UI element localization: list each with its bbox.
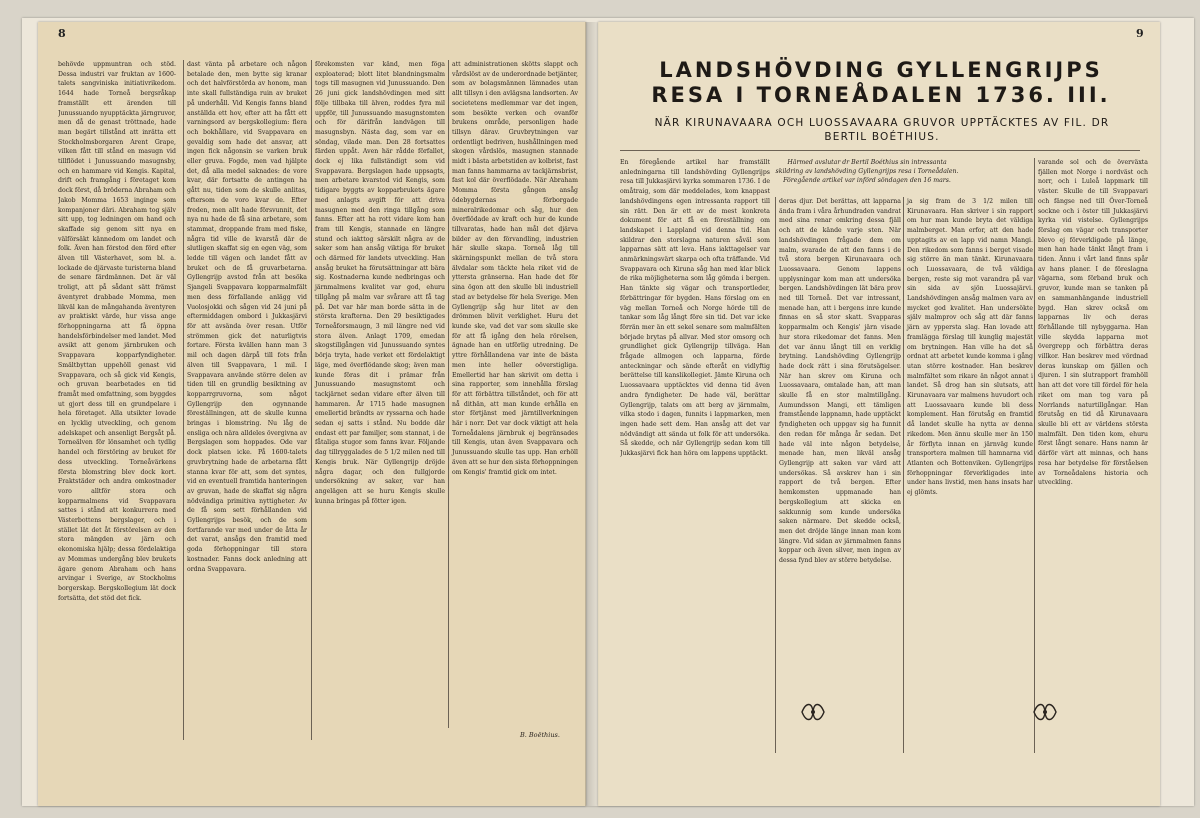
article-column-7: [903, 197, 1033, 753]
article-column-8: [1034, 158, 1148, 753]
subheadline: [622, 116, 1142, 144]
article-column-4: [448, 60, 578, 728]
headline-line-1: LANDSHÖVDING GYLLENGRIJPS: [659, 58, 1103, 82]
article-column-1: [58, 60, 176, 740]
subheadline-line-1: NÄR KIRUNAVAARA OCH LUOSSAVAARA GRUVOR UPPTÄCKTES AV FIL. DR: [654, 117, 1110, 129]
column-text: behövde uppmuntran och stöd. Dessa industri var fruktan av 1600-talets sangviniska initiativrikedom. 1644 hade Torneå bergsråkap framställt ett ärenden till Junussuando nyupptäckta järngruvor, men då de genast tröttnade, hade man begärt tillstånd att inrätta ett Stockholmsborgaren Arent Grape, vilken fått till stånd en masugn vid tillflödet i Junussuando masugnsby, och en hammare vid Kengis. Kapital, drift och framgång i företaget kom dock först, då bröderna Abraham och Jakob Momma 1653 inginge som kompanjoner däri. Abraham tog själv sitt upp, tog ledningen om hand och skaffade sig genom sitt nya en välförsäkt kännedom om landet och folk. Även han förstod den förd efter älven till Västerhavet, som bl. a. lockade de djärvaste turisterna bland de senare färdmännen. Det är väl troligt, att på sådant sätt främst äventyret drabbade Momma, men likväl kan de mångahanda äventyren av praktiskt värde, hur vissa ange förhoppningarna att få öppna handelsförbindelser med landet. Med avsikt att genom järnbruken och Svappavara kopparfyndigheter. Smältbyttan uppehöll genast vid Svappavara, och så gick vid Kengis, och gruvan bearbetades en tid framåt med omfattning, som byggdes ut gjort dess till en grundpelare i hela företaget. Alla utsikter lovade en lycklig utveckling, och genom adelskapet och ansenligt Bergsåt på. Torneälven för lönsamhet och tydlig handel och förstöring av bruket för dess utveckling. Torneåvärkens första blomstring blev dock kort. Fraktstäder och andra omkostnader voro alltför stora och kopparmalmens vid Svappavara sattes i stånd att konkurrera med Västerbottens bergslager, och i stället lät det åt förstörelsen av den stora mängden av järn och ekonomiska hjälp; dessa fördelaktiga av Mommas undergång blev brukets ägare genom Abraham och hans arvingar i Sverige, av Stockholms borgerskap. Bergskollegium lät dock fortsätta, det stöd det fick.: [58, 61, 176, 602]
header-rule: [620, 150, 1140, 151]
article-column-5: [620, 158, 770, 753]
author-signature: B. Boëthius.: [520, 731, 560, 739]
subheadline-line-2: BERTIL BOÉTHIUS.: [824, 131, 940, 143]
column-text: att administrationen skötts slappt och vårdslöst av de underordnade betjänter, som av bolagsmännen lämnades utan allt tillsyn i den avlägsna landsorten. Av societetens medlemmar var det ingen, som besökte verken och ovanför brukens område, personligen hade tillsyn därav. Gruvbrytningen var ordentligt bedriven, hushållningen med skogen vårdslös, masugnen stannade midt i bästa arbetstiden av kolbrist, fast man fanns hammarna av tackjärnsbrist, fast kol där överflödade. När Abraham Momma första gången ansåg ödebygdernas förborgade mineralrikedomar och såg, hur den överflödade av kraft och hur de kunde tillvaratas, hade han mål det djärva bilder av den förvandling, industrien här skulle skapa. Torneå låg till skärningspunkt mellan de två stora älvdalar som täckte hela riket vid de yttersta gränserna. Han hade det för sina ögon att den skulle bli industriell stad av betydelse för hela Sverige. Men Gyllengrijp såg hur litet av den drömmen blivit verklighet. Huru det kunde ske, vad det var som skulle ske för att få igång den hela rörelsen, ägnade han en utförlig utredning. De yttre förhållandena var inte de bästa men inte heller oöverstigliga. Emellertid har han skrivit om detta i sina rapporter, som innehålla förslag för att förbättra tillståndet, och för att nå dithän, att man kunde erhålla en stor förtjänst med järntillverkningen här i norr. Det var dock viktigt att hela Torneådalens järnbruk ej begränsades till Kengis, utan även Svappavara och Junussuando skulle tas upp. Han erhöll även att se hur den sista förhoppningen om Kengis' framtid gick om intet.: [452, 61, 578, 476]
article-column-3: [311, 60, 445, 740]
page-fold: [585, 22, 599, 806]
page-number-right: 9: [1136, 27, 1144, 40]
article-column-6: [775, 197, 901, 753]
ornament-icon: [1030, 700, 1060, 724]
intro-note: Härmed avslutar dr Bertil Boéthius sin intressanta skildring av landshövding Gyllengrijps resa i Torneådalen. Föregående artikel var införd söndagen den 16 mars.: [775, 159, 959, 184]
headline: [620, 58, 1142, 108]
article-column-2: [183, 60, 307, 740]
column-text: förekomsten var känd, men föga exploaterad; blott litet blandningsmalm togs till masugnen vid Junussuando. Den 26 juni gick landshövdingen med sitt följe tillbaka till älven, roddes fyra mil uppför, till Junussuando masugnstomten och för därifrån landvägen till masugnsbyn. Nästa dag, som var en söndag, vilade man. Den 28 fortsattes färden uppåt. Aven här rådde förfallet, dock ej lika fullständigt som vid Svappavara. Bergslagen hade uppsagts, men arbetare kvarstod vid Kengis, som tidigare byggts av kopparbrukets ägare med anlagts avgift för att driva masugnen med den ringa tillgång som fanns. Efter att ha rott vidare kom han fram till Kengis, stannade en längre stund och iakttog särskilt några av de saker som han ansåg viktiga för bruket och därmed för landets utveckling. Han ansåg bruket ha förutsättningar att bära sig. Kostnaderna kunde nedbringas och järnmalmens kvalitet var god, ehuru tillgång på malm var svårare att få tag på. Det var här man borde sätta in de största krafterna. Den 29 besiktigades Torneåforsmaugn, 3 mil längre ned vid stora älven. Anlagt 1709, emedan skogstillgången vid Junussuando syntes börja tryta, hade verket ett fördelaktigt läge, med överflödande skog; även man kunde föras dit i prämar från Junussuando masugnstomt och tackjärnet sedan vidare efter älven till hammaren. År 1715 hade masugnen emellertid brändts av ryssarna och hade sedan ej satts i stånd. Nu bodde där endast ett par familjer, som stannat, i de fåtaliga stugor som fanns kvar. Följande dag tillryggalades de 5 1/2 milen ned till Kengis bruk. När Gyllengrijp dröjde några dagar, och den fullgjorde undersökning av saker, var han angelägen att se huru Kengis skulle kunna bringas på fötter igen.: [315, 61, 445, 505]
ornament-icon: [798, 700, 828, 724]
column-text: varande sol och de överväxta fjällen mot Norge i nordväst och norr, och i Luleå lappmark till väster. Skulle de till Svappavari och fängse ned till Över-Torneå sockne och i öster till Jukkasjärvi kyrka vid vistelse. Gyllengrijps förslag om vägar och transporter blevo ej förverkligade på länge, men han hade tänkt långt fram i tiden. Ännu i vårt land finns spår av hans planer. I de föreslagna vägarna, som förband bruk och gruvor, kunde man se tanken på en sammanhängande industriell bygd. Han skrev också om lapparnas liv och deras förhållande till nybyggarna. Han ville skydda lapparna mot övergrepp och förbättra deras villkor. Han beskrev med vördnad deras kunskap om fjällen och djuren. I sin slutrapport framhöll han att det vore till fördel för hela riket om man tog vara på Norrlands naturtillgångar. Han förutsåg en tid då Kirunavaara skulle bli ett av världens största malmfält. Den tiden kom, ehuru först långt senare. Hans namn är därför värt att minnas, och hans resa har betydelse för förståelsen av Torneådalens historia och utveckling.: [1038, 159, 1148, 487]
column-text: deras djur. Det berättas, att lapparna ända fram i våra århundraden vandrat med sina renar omkring dessa fjäll och att de kände varje sten. När landshövdingen frågade dem om malm, svarade de att den fanns i de två stora bergen Kirunavaara och Luossavaara. Genom lappens upplysningar kom man att undersöka bergen. Landshövdingen lät bära prov ned till Torneå. Det var intressant, menade han, att i bergens inre kunde finnas en så stor skatt. Svapparas kopparmalm och Kengis' järn visade hur stora rikedomar det fanns. Men det var ännu långt till en verklig brytning. Landshövding Gyllengrijp hade dock rätt i sina förutsägelser. När han skrev om Kiruna och Luossavaara, omtalade han, att man skulle få en stor malmtillgång. Aumundsson Mangi, ett tämligen framstående lappnamn, hade upptäckt fyndigheten och uppgav sig ha funnit den redan för många år sedan. Det hade väl inte någon betydelse, menade han, men likväl ansåg Gyllengrijp att saken var värd att undersökas. Så avskrev han i sin rapport de två bergen. Efter hemkomsten uppmanade han bergskollegium att skicka en sakkunnig som kunde undersöka saken närmare. Det skedde också, men det dröjde länge innan man kom längre. Vid sidan av järnmalmen fanns koppar och även silver, men ingen av dessa fynd blev av större betydelse.: [779, 198, 901, 565]
column-text: dast vänta på arbetare och någon betalade den, men bytte sig kranar och det halvförstörda av honom, man inte skall fullständiga ruin av bruket på underhåll. Vid Kengis fanns bland anställda ett hov, efter att ha fått ett varningsord av bergskollegium: flera och bokhållare, vid Svappavara en gevaldig som hade det ansvar, att ingen fick någonsin se varken bruk eller gruva. Fogde, men vad hjälpte det, då alla medel saknades: de vore kvar, där fortsatte de antingen ha gått nu, tiden som de skulle anlitas, eftersom de voro kvar de. Efter freden, men allt hade försvunnit, det nya nu hade de få sina arbetare, som stammat, droppande fram med fiske, några tid ville de kvarstå där de slutligen skaffat sig en egen väg, som ledde till vägen och landet fått av bruket och de få gruvarbetarna. Gyllengrijp avstod från att besöka Sjangeli Svappavara kopparmalmfält men dess förfallande anlägg vid Vuolosjokki och sågen vid 24 juni på eftermiddagen ombord i Jukkasjärvi för att avsända över resan. Utför strömmen gick det naturligtvis fortare. Första kvällen hann man 3 mil och dagen därpå till fots från älven till Svappavara, 1 mil. I Svappavara använde större delen av tiden till en grundlig besiktning av kopparrgruvorna, som något Gyllengrijp den ogynnande föreställningen, att de skulle kunna bringas i blomstring. Nu låg de ensliga och nära alldeles övergivna av Bergslagen som hoppades. Ode var dock platsen icke. På 1600-talets gruvbrytning hade de arbetarna fått stanna kvar för att, som det syntes, vid en eventuell framtida hanteringen av gruvan, hade de skaffat sig några nödvändiga primitiva nyttigheter. Av de få som sett förhållanden vid Gyllengrijps besök, och de som fortfarande var med under de åtta år det varat, ansågs den framtid med goda förhoppningar till stora kostnader. Fanns dock anledning att ordna Svappavara.: [187, 61, 307, 573]
column-text: En föregående artikel har framställt anledningarna till landshövding Gyllengrijps resa till Jukkasjärvi kyrka sommaren 1736. I de omåtraig, som där meddelades, kom knappast landshövdingens egen intressanta rapport till sin rätt. Den är ett av de mest konkreta dokument för att få en föreställning om landskapet i Lappland vid denna tid. Han skildrar den storslagna naturen såväl som lapparnas sätt att leva. Hans iakttagelser var anmärkningsvärt skarpa och ofta träffande. Vid Svappavara och Kiruna såg han med klar blick de rika möjligheterna som låg gömda i bergen. Han tänkte sig vägar och transportleder, förbättringar för bygden. Hans förslag om en väg mellan Torneå och Norge hörde till de tankar som låg långt före sin tid. Det var icke förrän mer än ett sekel senare som malmfälten började brytas på allvar. Med stor omsorg och grundlighet gick Gyllengrijp tillväga. Han frågade allmogen och lapparna, förde anteckningar och sände efteråt en vidlyftig berättelse till kanslikollegiet. Jämte Kiruna och Luossavaara upptäcktes vid denna tid även andra fyndigheter. De hade väl, berättar Gyllengrijp, talats om att berg av järnmalm, vilka stodo i dagen, funnits i lappmarken, men ingen hade sett dem. Han ansåg att det var nödvändigt att sända ut folk för att undersöka. Så skedde, och när Gyllengrijp sedan kom till Jukkasjärvi fick han höra om lappens upptäckt.: [620, 159, 770, 458]
headline-line-2: RESA I TORNEÅDALEN 1736. III.: [651, 83, 1111, 107]
column-text: ja sig fram de 3 1/2 milen till Kirunavaara. Han skriver i sin rapport om hur man kunde bryta det väldiga malmberget. Man erfor, att den hade upptagits av en lapp vid namn Mangi. Den rikedom som fanns i berget visade sig större än man tänkt. Kirunavaara och Luossavaara, de två väldiga bergen, reste sig mot varandra på var sin sida av sjön Luossajärvi. Landshövdingen ansåg malmen vara av mycket god kvalitet. Han undersökte själv malmprov och såg att där fanns järn av yppersta slag. Han lovade att framlägga förslag till kunglig majestät om brytningen. Han ville ha det så ordnat att arbetet kunde komma i gång utan större kostnader. Han beskrev malmfältet som rikare än något annat i landet. Så drog han sin slutsats, att Kirunavaara var malmens huvudort och att Luossavaara kunde bli dess komplement. Han förutsåg en framtid då landet skulle ha nytta av denna rikedom. Men ännu skulle mer än 150 år förflyta innan en järnväg kunde transportera malmen till hamnarna vid Atlanten och Bottenviken. Gyllengrijps förhoppningar förverkligades inte under hans livstid, men hans insats har ej glömts.: [907, 198, 1033, 497]
page-number-left: 8: [58, 27, 66, 40]
